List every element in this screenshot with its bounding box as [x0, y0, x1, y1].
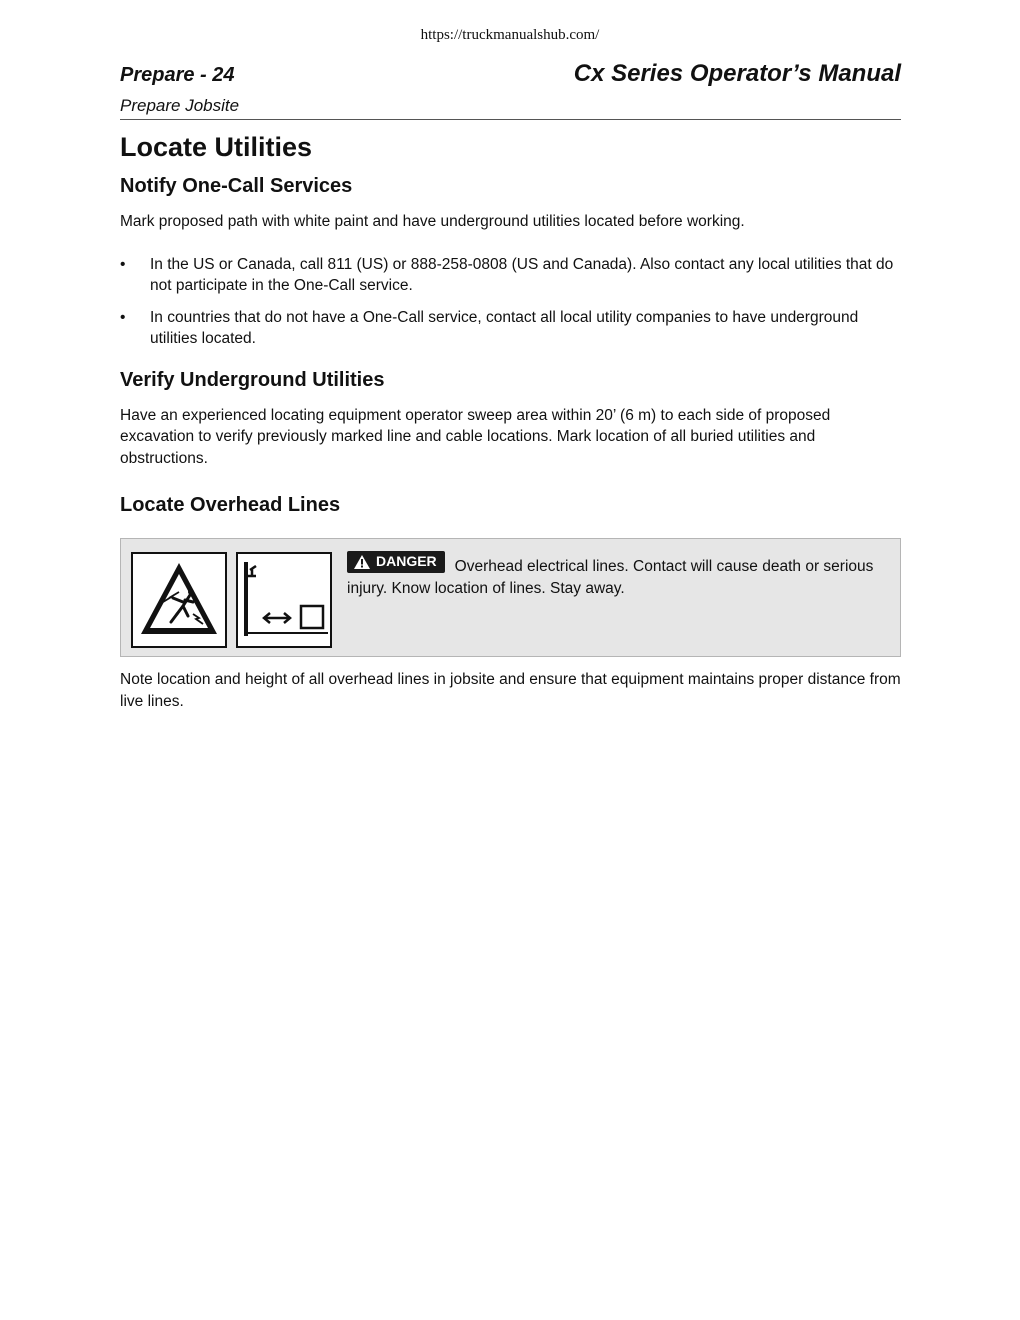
- keep-distance-from-power-line-icon: [236, 552, 332, 648]
- bullet-marker: •: [120, 255, 126, 273]
- overhead-heading: Locate Overhead Lines: [120, 494, 341, 516]
- section-name: Prepare Jobsite: [120, 96, 901, 120]
- verify-body: Have an experienced locating equipment operator sweep area within 20’ (6 m) to each side of proposed excavation to verify previously marked line and cable locations. Mark location of all buried utilities and obstructions.: [120, 406, 831, 467]
- danger-message-text: Overhead electrical lines. Contact will cause death or serious injury. Know location of lines. Stay away.: [347, 558, 874, 597]
- page-title: Locate Utilities: [120, 132, 313, 162]
- bullet-text: In the US or Canada, call 811 (US) or 888-258-0808 (US and Canada). Also contact any local utilities that do not participate in the One-Call service.: [150, 255, 894, 294]
- bullet-text: In countries that do not have a One-Call service, contact all local utility companies to have underground utilities located.: [150, 308, 859, 347]
- manual-title: Cx Series Operator’s Manual: [573, 60, 901, 87]
- danger-message: [347, 551, 880, 599]
- page-header: [120, 60, 901, 96]
- danger-safety-message: [120, 538, 901, 657]
- manual-page: [120, 60, 901, 712]
- overhead-note: Note location and height of all overhead lines in jobsite and ensure that equipment maintains proper distance from live lines.: [120, 671, 901, 710]
- notify-bullet-list: [120, 254, 901, 350]
- verify-heading: Verify Underground Utilities: [120, 368, 385, 391]
- list-item: [120, 307, 901, 350]
- notify-heading: Notify One-Call Services: [120, 175, 353, 197]
- page-number-label: Prepare - 24: [120, 64, 235, 86]
- list-item: [120, 254, 901, 297]
- bullet-marker: •: [120, 308, 126, 326]
- electrocution-hazard-icon: [131, 552, 227, 648]
- warning-triangle-icon: [353, 554, 371, 570]
- danger-signal-word: [347, 551, 445, 573]
- notify-intro: Mark proposed path with white paint and have underground utilities located before working.: [120, 213, 745, 230]
- source-url[interactable]: https://truckmanualshub.com/: [420, 27, 600, 43]
- danger-label: DANGER: [376, 553, 437, 570]
